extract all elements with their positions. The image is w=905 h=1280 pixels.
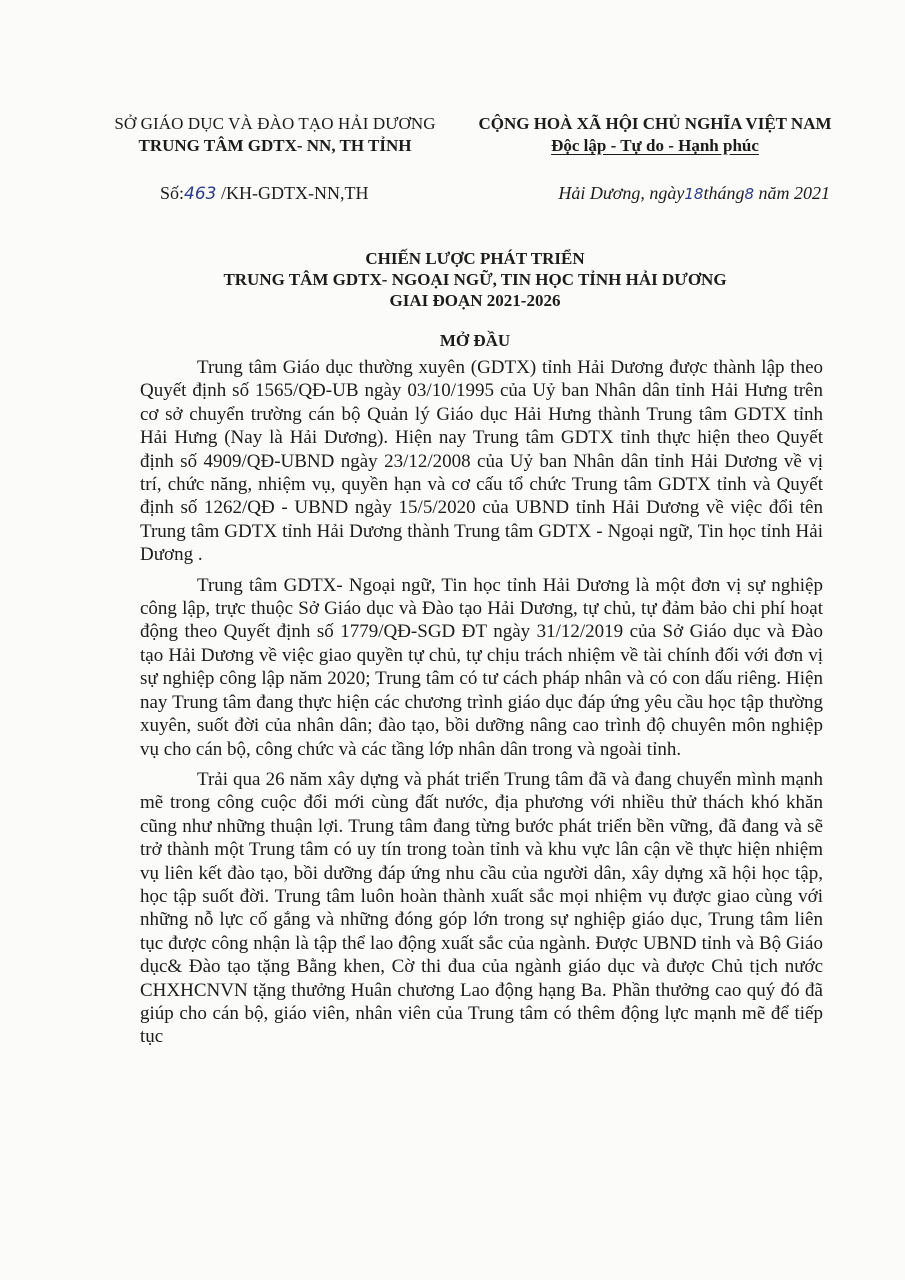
paragraph-1: Trung tâm Giáo dục thường xuyên (GDTX) tỉnh Hải Dương được thành lập theo Quyết định số 1565/QĐ-UB ngày 03/10/1995 của Uỷ ban Nhân dân tỉnh Hải Hưng trên cơ sở chuyển trường cán bộ Quản lý Giáo dục Hải Hưng thành Trung tâm GDTX tỉnh Hải Hưng (Nay là Hải Dương). Hiện nay Trung tâm GDTX tỉnh thực hiện theo Quyết định số 4909/QĐ-UBND ngày 23/12/2008 của Uỷ ban Nhân dân tỉnh Hải Dương về vị trí, chức năng, nhiệm vụ, quyền hạn và cơ cấu tổ chức Trung tâm GDTX tỉnh và Quyết định số 1262/QĐ - UBND ngày 15/5/2020 của UBND tỉnh Hải Dương về việc đổi tên Trung tâm GDTX tỉnh Hải Dương thành Trung tâm GDTX - Ngoại ngữ, Tin học tỉnh Hải Dương .: [140, 357, 823, 566]
paragraph-3: Trải qua 26 năm xây dựng và phát triển Trung tâm đã và đang chuyển mình mạnh mẽ trong công cuộc đổi mới cùng đất nước, địa phương với nhiều thử thách khó khăn cũng như những thuận lợi. Trung tâm đang từng bước phát triển bền vững, đã đang và sẽ trở thành một Trung tâm có uy tín trong toàn tỉnh và khu vực lân cận về thực hiện nhiệm vụ liên kết đào tạo, bồi dưỡng đáp ứng nhu cầu của người dân, xây dựng xã hội học tập, học tập suốt đời. Trung tâm luôn hoàn thành xuất sắc mọi nhiệm vụ được giao cùng với những nỗ lực cố gắng và những đóng góp lớn trong sự nghiệp giáo dục, Trung tâm liên tục được công nhận là tập thể lao động xuất sắc của ngành. Được UBND tỉnh và Bộ Giáo dục& Đào tạo tặng Bằng khen, Cờ thi đua của ngành giáo dục và được Chủ tịch nước CHXHCNVN tặng thưởng Huân chương Lao động hạng Ba. Phần thưởng cao quý đó đã giúp cho cán bộ, giáo viên, nhân viên của Trung tâm có thêm động lực mạnh mẽ để tiếp tục: [140, 768, 823, 1048]
title-line-1: CHIẾN LƯỢC PHÁT TRIỂN: [365, 249, 585, 268]
place-date-part3: năm 2021: [754, 183, 830, 203]
issuing-unit: TRUNG TÂM GDTX- NN, TH TỈNH: [138, 136, 412, 155]
section-heading-intro: MỞ ĐẦU: [439, 331, 511, 350]
document-number-prefix: Số:: [160, 183, 185, 203]
country-name: CỘNG HOÀ XÃ HỘI CHỦ NGHĨA VIỆT NAM: [478, 114, 832, 133]
handwritten-month: 8: [744, 185, 754, 203]
place-date-part1: Hải Dương, ngày: [558, 183, 685, 203]
title-line-2: TRUNG TÂM GDTX- NGOẠI NGỮ, TIN HỌC TỈNH HẢI DƯƠNG: [223, 270, 727, 289]
title-line-3: GIAI ĐOẠN 2021-2026: [389, 291, 561, 310]
paragraph-2: Trung tâm GDTX- Ngoại ngữ, Tin học tỉnh Hải Dương là một đơn vị sự nghiệp công lập, trực thuộc Sở Giáo dục và Đào tạo Hải Dương, tự chủ, tự đảm bảo chi phí hoạt động theo Quyết định số 1779/QĐ-SGD ĐT ngày 31/12/2019 của Sở Giáo dục và Đào tạo Hải Dương về việc giao quyền tự chủ, tự chịu trách nhiệm về tài chính đối với đơn vị sự nghiệp công lập năm 2020; Trung tâm có tư cách pháp nhân và có con dấu riêng. Hiện nay Trung tâm đang thực hiện các chương trình giáo dục đáp ứng yêu cầu học tập thường xuyên, suốt đời của nhân dân; đào tạo, bồi dưỡng nâng cao trình độ chuyên môn nghiệp vụ cho cán bộ, công chức và các tầng lớp nhân dân trong và ngoài tỉnh.: [140, 574, 823, 760]
document-body: [140, 356, 823, 1056]
document-title: [120, 248, 830, 311]
parent-organization: SỞ GIÁO DỤC VÀ ĐÀO TẠO HẢI DƯƠNG: [114, 114, 436, 133]
handwritten-document-number: 463: [184, 184, 217, 204]
document-number: [160, 183, 368, 204]
place-and-date: [520, 183, 830, 204]
issuing-authority-block: [100, 113, 450, 157]
document-number-suffix: /KH-GDTX-NN,TH: [216, 183, 369, 203]
national-motto: Độc lập - Tự do - Hạnh phúc: [551, 136, 759, 155]
place-date-part2: tháng: [703, 183, 745, 203]
national-title-block: [470, 113, 840, 157]
handwritten-day: 18: [684, 185, 704, 203]
